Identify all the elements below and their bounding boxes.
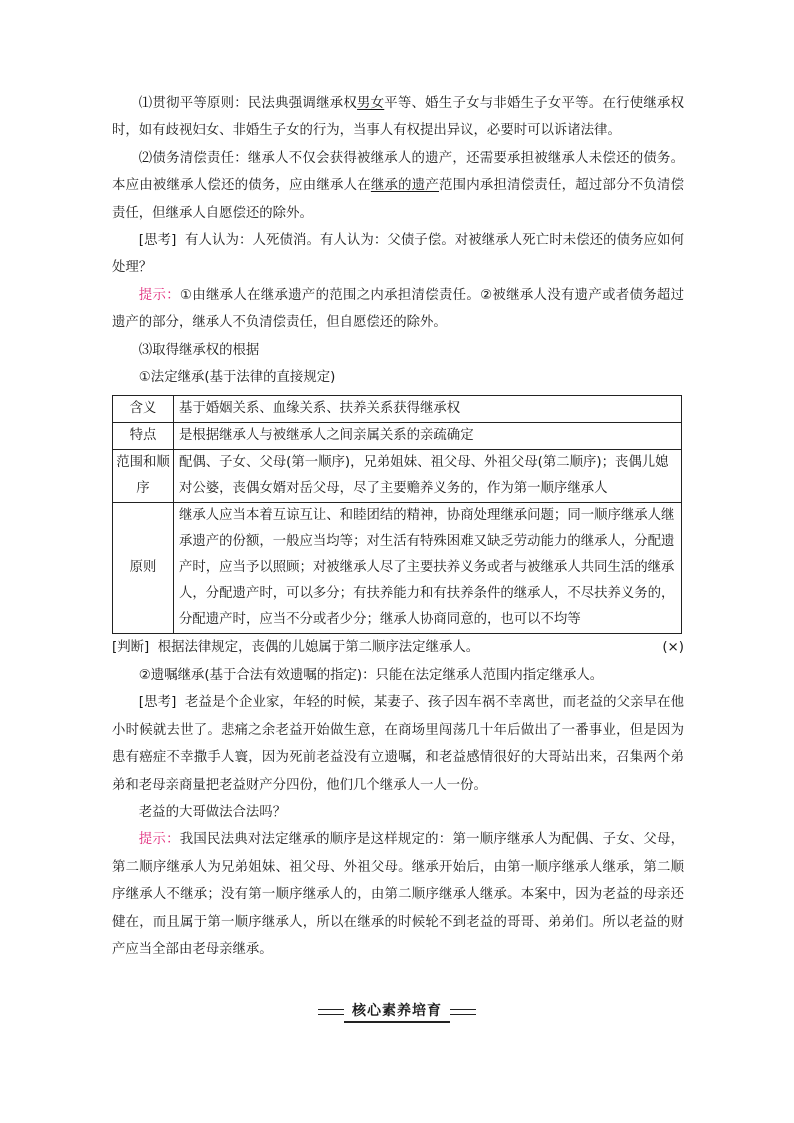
row-header: 特点 <box>113 423 174 450</box>
judge-label: [判断] <box>112 640 150 656</box>
think-text: 老益是个企业家，年轻的时候，某妻子、孩子因车祸不幸离世，而老益的父亲早在他小时候就去世了。悲痛之余老益开始做生意，在商场里闯荡几十年后做出了一番事业，但是因为患有癌症不幸撒手人寰，因为死前老益没有立遗嘱，和老益感情很好的大哥站出来，召集两个弟弟和老母亲商量把老益财产分四份，他们几个继承人一人一份。 <box>112 695 685 793</box>
think-label: [思考] <box>138 233 177 249</box>
row-body: 基于婚姻关系、血缘关系、扶养关系获得继承权 <box>174 396 682 423</box>
judge-answer-mark: (×) <box>662 640 684 656</box>
debt-liability-paragraph <box>112 145 684 227</box>
table-row <box>113 423 682 450</box>
hint-answer-2 <box>112 826 684 963</box>
text-run: ⑴贯彻平等原则：民法典强调继承权 <box>138 96 357 111</box>
table-row <box>113 450 682 503</box>
hint-label: 提示： <box>138 832 180 848</box>
document-body <box>112 90 684 963</box>
underlined-text: 男女 <box>356 96 385 111</box>
row-header: 含义 <box>113 396 174 423</box>
principle-equality-paragraph <box>112 90 684 145</box>
banner-rule-left <box>318 1009 344 1015</box>
think-label: [思考] <box>138 695 177 711</box>
inheritance-basis-heading: ⑶取得继承权的根据 <box>138 342 260 358</box>
underlined-text: 继承的遗产 <box>370 178 439 194</box>
hint-answer-1 <box>112 282 684 337</box>
banner-rule-right <box>450 1009 476 1015</box>
text-run: ⑵债务清偿责任：继承人不仅会获得被继承人的遗产，还需要承担被继承人未偿还的债务。本应由被继承人偿还的债务，应由继承人在 <box>112 150 684 194</box>
row-body: 继承人应当本着互谅互让、和睦团结的精神，协商处理继承问题；同一顺序继承人继承遗产的份额，一般应当均等；对生活有特殊困难又缺乏劳动能力的继承人，分配遗产时，应当予以照顾；对被继承人尽了主要扶养义务或者与被继承人共同生活的继承人，分配遗产时，可以多分；有扶养能力和有扶养条件的继承人，不尽扶养义务的，分配遗产时，应当不分或者少分；继承人协商同意的，也可以不均等 <box>174 503 682 634</box>
testamentary-succession-line: ②遗嘱继承(基于合法有效遗嘱的指定)：只能在法定继承人范围内指定继承人。 <box>138 667 604 683</box>
section-banner-title: 核心素养培育 <box>344 1001 450 1023</box>
think-question-2 <box>112 689 684 799</box>
section-banner <box>0 1001 794 1023</box>
judgment-statement <box>112 634 684 661</box>
row-body: 是根据继承人与被继承人之间亲属关系的亲疏确定 <box>174 423 682 450</box>
case-question: 老益的大哥做法合法吗？ <box>138 804 287 820</box>
judge-text: 根据法律规定，丧偶的儿媳属于第二顺序法定继承人。 <box>157 640 480 656</box>
think-question-1 <box>112 227 684 282</box>
statutory-succession-heading: ①法定继承(基于法律的直接规定) <box>138 370 336 386</box>
text-run: 范围内承担清偿责任，超过部分不负清偿责任，但继承人自愿偿还的除外。 <box>112 178 685 221</box>
statutory-succession-table <box>112 395 682 634</box>
table-row <box>113 503 682 634</box>
row-header: 范围和顺序 <box>113 450 174 503</box>
row-body: 配偶、子女、父母(第一顺序)，兄弟姐妹、祖父母、外祖父母(第二顺序)；丧偶儿媳对公婆，丧偶女婿对岳父母，尽了主要赡养义务的，作为第一顺序继承人 <box>174 450 682 503</box>
hint-text: ①由继承人在继承遗产的范围之内承担清偿责任。②被继承人没有遗产或者债务超过遗产的部分，继承人不负清偿责任，但自愿偿还的除外。 <box>112 287 684 331</box>
think-text: 有人认为：人死债消。有人认为：父债子偿。对被继承人死亡时未偿还的债务应如何处理？ <box>112 233 685 276</box>
hint-text: 我国民法典对法定继承的顺序是这样规定的：第一顺序继承人为配偶、子女、父母，第二顺序继承人为兄弟姐妹、祖父母、外祖父母。继承开始后，由第一顺序继承人继承，第二顺序继承人不继承；没有第一顺序继承人的，由第二顺序继承人继承。本案中，因为老益的母亲还健在，而且属于第一顺序继承人，所以在继承的时候轮不到老益的哥哥、弟弟们。所以老益的财产应当全部由老母亲继承。 <box>112 832 685 957</box>
table-row <box>113 396 682 423</box>
hint-label: 提示： <box>138 287 180 303</box>
row-header: 原则 <box>113 503 174 634</box>
text-run: 平等、婚生子女与非婚生子女平等。在行使继承权时，如有歧视妇女、非婚生子女的行为，当事人有权提出异议，必要时可以诉诸法律。 <box>112 96 685 139</box>
